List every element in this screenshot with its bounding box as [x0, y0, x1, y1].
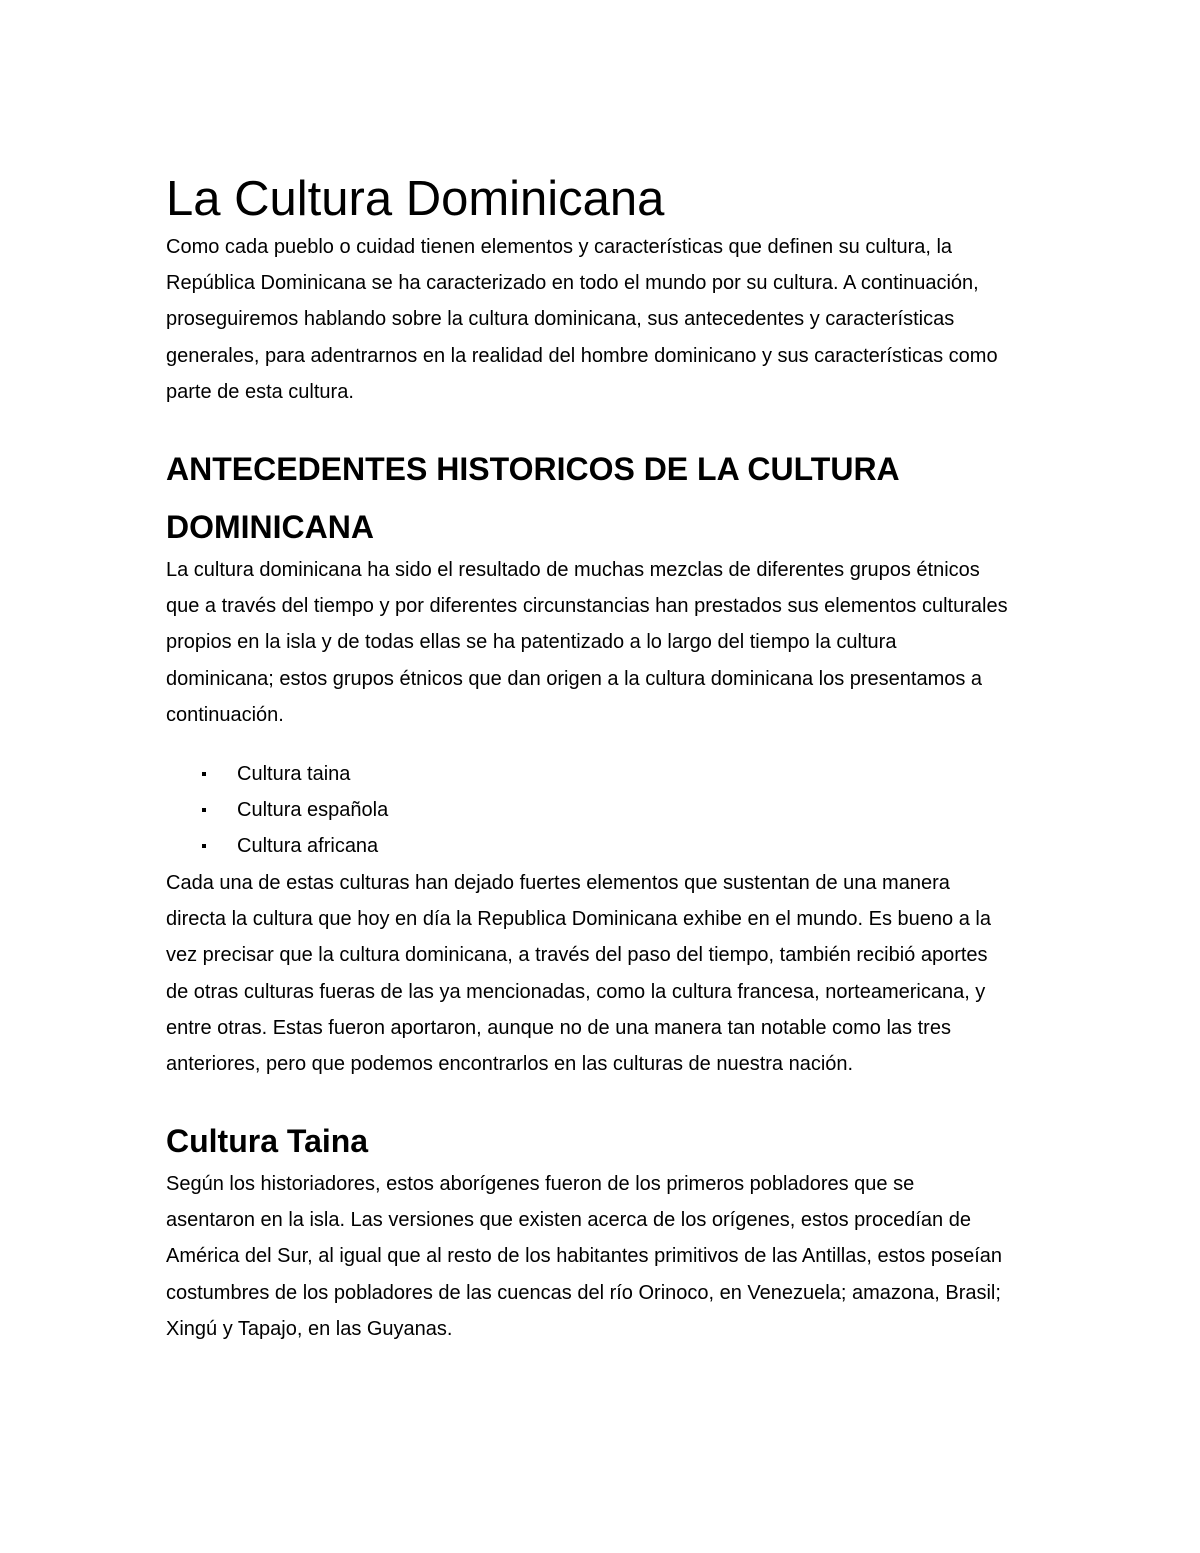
antecedentes-paragraph — [166, 552, 1046, 733]
paragraph-line: que a través del tiempo y por diferentes circunstancias han prestados sus elementos culturales — [166, 595, 1008, 618]
section-heading-cultura-taina: Cultura Taina — [166, 1123, 369, 1159]
heading-line: ANTECEDENTES HISTORICOS DE LA CULTURA — [166, 451, 900, 487]
intro-paragraph — [166, 229, 1046, 410]
paragraph-line: Xingú y Tapajo, en las Guyanas. — [166, 1317, 453, 1340]
paragraph-line: asentaron en la isla. Las versiones que existen acerca de los orígenes, estos procedían de — [166, 1209, 971, 1232]
paragraph-line: directa la cultura que hoy en día la Republica Dominicana exhibe en el mundo. Es bueno a la — [166, 908, 991, 931]
list-item — [166, 828, 388, 864]
list-item — [166, 756, 388, 792]
list-item-label: Cultura africana — [237, 835, 379, 858]
paragraph-line: de otras culturas fueras de las ya mencionadas, como la cultura francesa, norteamericana, y — [166, 980, 986, 1003]
intro-line: generales, para adentrarnos en la realidad del hombre dominicano y sus características como — [166, 344, 998, 367]
cultura-taina-paragraph — [166, 1166, 1046, 1347]
list-item — [166, 792, 388, 828]
paragraph-line: anteriores, pero que podemos encontrarlos en las culturas de nuestra nación. — [166, 1053, 854, 1076]
paragraph-line: entre otras. Estas fueron aportaron, aunque no de una manera tan notable como las tres — [166, 1016, 951, 1039]
section-heading-antecedentes — [166, 440, 1046, 556]
intro-line: República Dominicana se ha caracterizado en todo el mundo por su cultura. A continuación, — [166, 272, 979, 295]
paragraph-line: propios en la isla y de todas ellas se ha patentizado a lo largo del tiempo la cultura — [166, 631, 897, 654]
bullet-square-icon — [202, 844, 206, 848]
cultures-list — [166, 756, 388, 865]
document-title: La Cultura Dominicana — [166, 172, 665, 226]
bullet-square-icon — [202, 772, 206, 776]
paragraph-line: vez precisar que la cultura dominicana, a través del paso del tiempo, también recibió aportes — [166, 944, 988, 967]
paragraph-line: dominicana; estos grupos étnicos que dan origen a la cultura dominicana los presentamos a — [166, 667, 983, 690]
intro-line: parte de esta cultura. — [166, 380, 354, 403]
paragraph-line: América del Sur, al igual que al resto de los habitantes primitivos de las Antillas, estos poseían — [166, 1245, 1003, 1268]
paragraph-line: costumbres de los pobladores de las cuencas del río Orinoco, en Venezuela; amazona, Brasil; — [166, 1281, 1001, 1304]
paragraph-line: Según los historiadores, estos aborígenes fueron de los primeros pobladores que se — [166, 1173, 915, 1195]
list-item-label: Cultura española — [237, 799, 389, 822]
list-item-label: Cultura taina — [237, 763, 351, 785]
intro-line: proseguiremos hablando sobre la cultura dominicana, sus antecedentes y características — [166, 308, 955, 331]
bullet-square-icon — [202, 808, 206, 812]
paragraph-line: La cultura dominicana ha sido el resultado de muchas mezclas de diferentes grupos étnicos — [166, 559, 980, 581]
intro-line: Como cada pueblo o cuidad tienen elementos y características que definen su cultura, la — [166, 236, 953, 258]
heading-line: DOMINICANA — [166, 509, 374, 545]
paragraph-line: continuación. — [166, 703, 284, 726]
paragraph-line: Cada una de estas culturas han dejado fuertes elementos que sustentan de una manera — [166, 872, 950, 894]
closing-paragraph — [166, 865, 1046, 1082]
